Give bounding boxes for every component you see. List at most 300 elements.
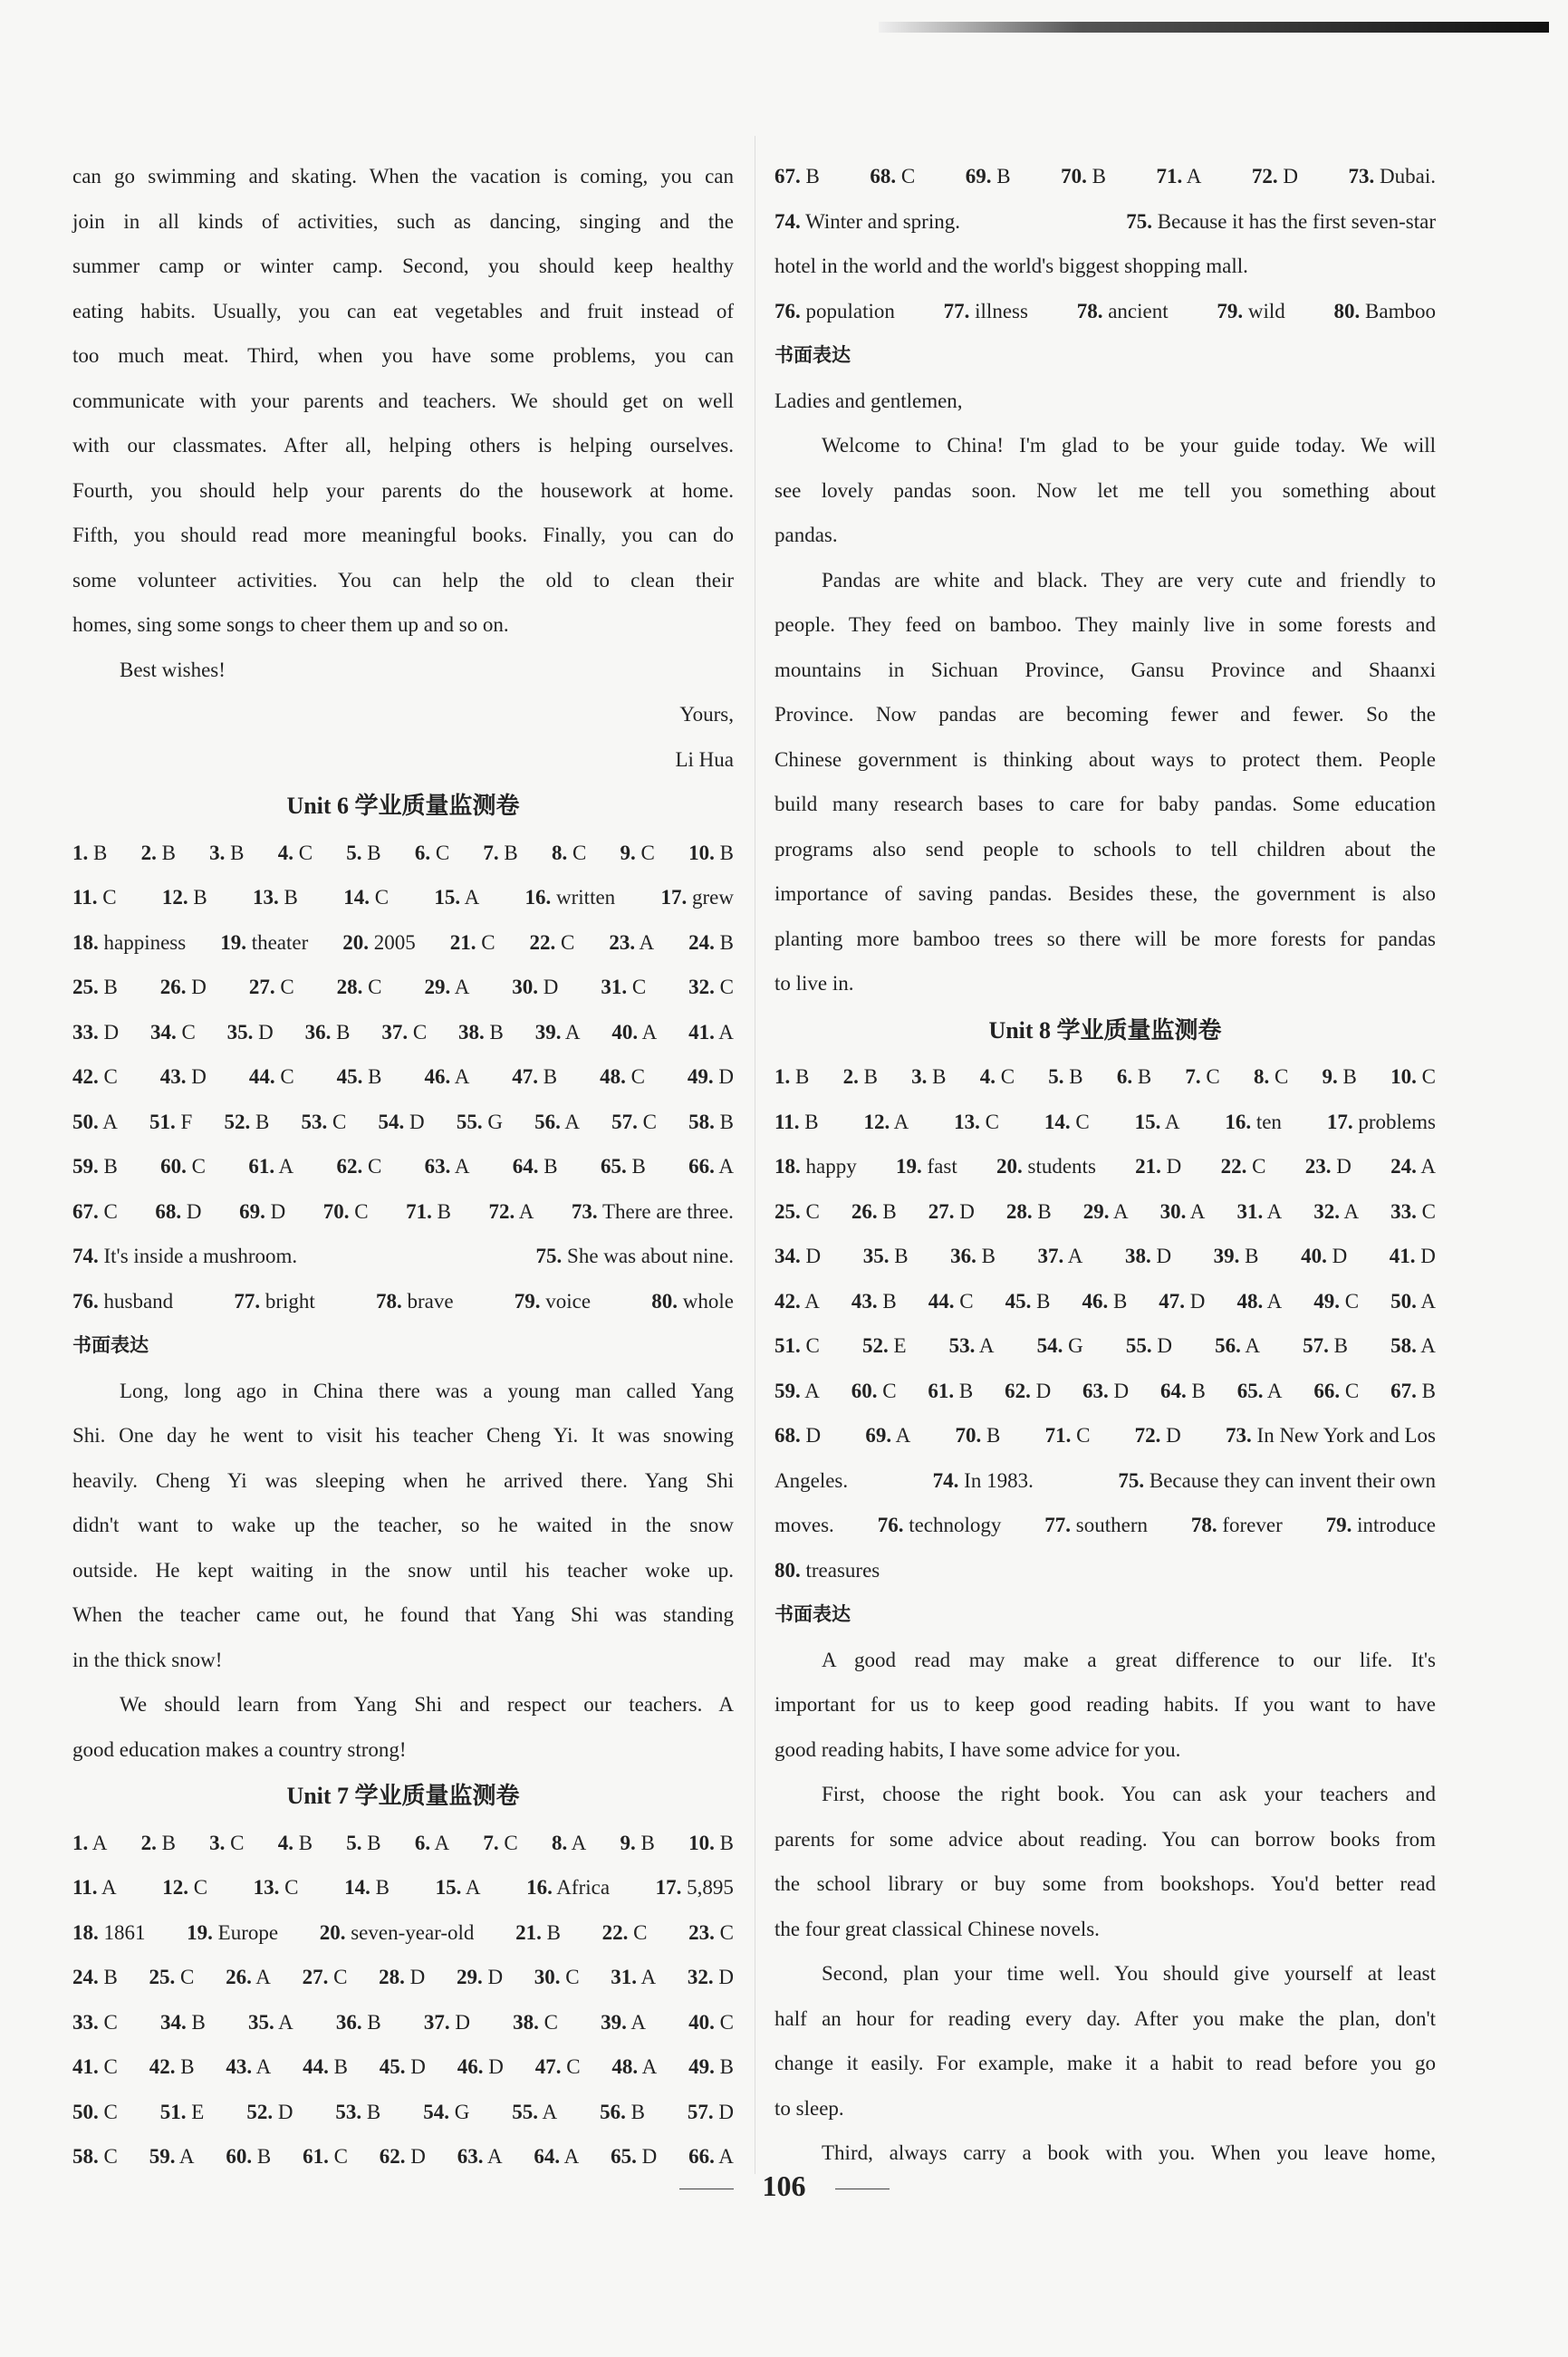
- answer-item: 44. B: [303, 2055, 348, 2078]
- answer-item: 79. wild: [1217, 299, 1285, 322]
- answer-item: 77. illness: [943, 299, 1028, 322]
- answer-number: 23.: [1304, 1155, 1332, 1178]
- answer-item: 72. D: [1251, 165, 1298, 188]
- answer-number: 3.: [209, 841, 226, 864]
- answer-number: 36.: [335, 2010, 362, 2034]
- answer-number: 72.: [488, 1199, 515, 1223]
- answer-item: 50. C: [72, 2100, 118, 2123]
- answer-number: 51.: [149, 1110, 176, 1133]
- answer-number: 44.: [248, 1065, 275, 1088]
- answer-number: 63.: [1082, 1379, 1109, 1402]
- answer-item: 15. A: [435, 1876, 481, 1899]
- answer-number: 49.: [1313, 1289, 1341, 1313]
- answer-item: 75. Because it has the first seven-star: [1126, 209, 1436, 233]
- text-line: When the teacher came out, he found that Yang Shi was standing: [72, 1603, 734, 1626]
- unit6-heading: Unit 6 学业质量监测卷: [286, 793, 520, 819]
- answer-item: 47. B: [512, 1065, 558, 1088]
- answer-number: 72.: [1251, 165, 1278, 188]
- text-line: build many research bases to care for baby pandas. Some education: [774, 793, 1436, 815]
- answer-number: 50.: [1390, 1289, 1417, 1313]
- answer-item: 25. B: [72, 976, 118, 998]
- answer-number: 55.: [456, 1110, 483, 1133]
- answer-number: 68.: [155, 1199, 182, 1223]
- answer-item: 39. B: [1213, 1245, 1259, 1267]
- answer-item: 41. A: [688, 1020, 734, 1044]
- unit6-answers: [72, 831, 734, 1324]
- text-line: Shi. One day he went to visit his teacher Cheng Yi. It was snowing: [72, 1424, 734, 1447]
- answer-item: 69. B: [965, 165, 1011, 188]
- answer-item: 64. B: [1160, 1379, 1206, 1402]
- answer-item: 11. C: [72, 886, 117, 909]
- answer-item: 20. seven-year-old: [319, 1920, 475, 1944]
- answer-row: [774, 1279, 1436, 1324]
- answer-number: 6.: [1116, 1065, 1133, 1088]
- answer-item: 51. C: [774, 1334, 820, 1357]
- answer-item: 23. C: [688, 1920, 734, 1944]
- text-line: the school library or buy some from bookshops. You'd better read: [774, 1872, 1436, 1895]
- answer-number: 16.: [1225, 1110, 1252, 1133]
- unit8-answers: [774, 1054, 1436, 1458]
- answer-number: 66.: [688, 1155, 715, 1178]
- unit6-essay: [72, 1369, 734, 1683]
- answer-item: 38. D: [1124, 1245, 1172, 1267]
- answer-row: [72, 831, 734, 876]
- answer-number: 9.: [620, 1831, 636, 1854]
- answer-number: 68.: [870, 165, 897, 188]
- answer-number: 54.: [378, 1110, 405, 1133]
- page-number-value: 106: [762, 2169, 806, 2202]
- answer-number: 75.: [535, 1245, 563, 1267]
- answer-item: 35. D: [226, 1020, 274, 1044]
- text-line: Chinese government is thinking about ways to protect them. People: [774, 747, 1436, 771]
- answer-row: [72, 1821, 734, 1866]
- answer-item: 35. B: [862, 1245, 909, 1267]
- answer-item: 46. D: [457, 2055, 504, 2078]
- answer-number: 14.: [344, 1876, 370, 1899]
- answer-item: 20. students: [996, 1155, 1096, 1178]
- answer-item: 12. C: [162, 1876, 208, 1899]
- answer-number: 24.: [72, 1966, 99, 1988]
- answer-number: 10.: [688, 841, 715, 864]
- answer-item: 39. A: [534, 1020, 581, 1044]
- answer-number: 34.: [159, 2010, 187, 2034]
- answer-row: [72, 1865, 734, 1910]
- answer-item: 79. introduce: [1325, 1514, 1436, 1536]
- answer-item: 62. D: [1005, 1379, 1052, 1402]
- text-line: summer camp or winter camp. Second, you should keep healthy: [72, 255, 734, 277]
- answer-item: 7. C: [1185, 1065, 1220, 1088]
- answer-item: 80. whole: [651, 1289, 734, 1313]
- answer-item: 31. A: [611, 1966, 657, 1988]
- answer-number: 66.: [688, 2145, 715, 2168]
- answer-number: 10.: [1390, 1065, 1417, 1088]
- answer-number: 45.: [1005, 1289, 1032, 1313]
- answer-item: 18. happiness: [72, 930, 187, 954]
- answer-number: 41.: [688, 1020, 715, 1044]
- answer-number: 41.: [1389, 1245, 1416, 1267]
- answer-number: 23.: [609, 930, 636, 954]
- answer-item: 45. B: [1005, 1289, 1051, 1313]
- speech-salutation: Ladies and gentlemen,: [774, 389, 963, 412]
- answer-row: [72, 920, 734, 966]
- answer-number: 54.: [1036, 1334, 1063, 1357]
- answer-item: 54. G: [423, 2100, 470, 2123]
- text-line: Third, always carry a book with you. When you leave home,: [822, 2141, 1436, 2164]
- answer-item: 73. In New York and Los: [1226, 1424, 1436, 1447]
- unit7-writing-label: 书面表达: [774, 344, 851, 366]
- answer-item: 54. G: [1036, 1334, 1083, 1357]
- answer-item: 67. B: [1390, 1379, 1436, 1402]
- text-line: A good read may make a great difference to our life. It's: [822, 1648, 1436, 1671]
- answer-item: 24. B: [688, 930, 734, 954]
- answer-item: 30. C: [534, 1966, 580, 1988]
- answer-item: 8. A: [551, 1831, 587, 1854]
- answer-item: 50. A: [72, 1110, 118, 1133]
- answer-item: 13. C: [253, 1876, 299, 1899]
- answer-item: 16. Africa: [526, 1876, 611, 1899]
- text-line: First, choose the right book. You can ask your teachers and: [822, 1783, 1436, 1805]
- answer-item: 51. F: [149, 1110, 193, 1133]
- answer-item: 24. B: [72, 1966, 118, 1988]
- answer-row: [774, 1144, 1436, 1189]
- answer-item: 4. C: [979, 1065, 1015, 1088]
- answer-item: 51. E: [159, 2100, 205, 2123]
- text-line: Fourth, you should help your parents do the housework at home.: [72, 478, 734, 502]
- answer-item: 43. A: [226, 2055, 272, 2078]
- text-line: good education makes a country strong!: [72, 1737, 407, 1761]
- top-decorative-bar: [879, 22, 1549, 33]
- answer-item: 38. C: [513, 2010, 558, 2034]
- answer-item: 57. C: [611, 1110, 657, 1133]
- answer-item: 12. B: [161, 886, 207, 909]
- answer-number: 28.: [336, 976, 363, 998]
- answer-item: 1. B: [774, 1065, 810, 1088]
- answer-item: 69. D: [239, 1199, 286, 1223]
- answer-number: 51.: [774, 1334, 801, 1357]
- answer-number: 63.: [424, 1155, 451, 1178]
- answer-item: 47. C: [534, 2055, 581, 2078]
- answer-item: 41. C: [72, 2055, 118, 2078]
- answer-item: 48. A: [1236, 1289, 1283, 1313]
- answer-item: 31. A: [1236, 1199, 1283, 1223]
- answer-number: 42.: [149, 2055, 176, 2078]
- answer-item: 10. B: [688, 841, 734, 864]
- answer-item: 16. ten: [1225, 1110, 1282, 1133]
- unit8-essay-p1: [774, 1638, 1436, 1773]
- answer-number: 5.: [346, 1831, 362, 1854]
- answer-number: 62.: [1005, 1379, 1031, 1402]
- answer-number: 18.: [72, 930, 99, 954]
- answer-number: 62.: [379, 2145, 406, 2168]
- answer-row: [72, 1100, 734, 1145]
- answer-number: 13.: [954, 1110, 980, 1133]
- answer-number: 46.: [424, 1065, 451, 1088]
- answer-item: 28. D: [379, 1966, 426, 1988]
- text-line: Second, plan your time well. You should give yourself at least: [822, 1962, 1436, 1985]
- answer-number: 48.: [600, 1065, 626, 1088]
- text-line: We should learn from Yang Shi and respect our teachers. A: [120, 1693, 734, 1716]
- answer-number: 10.: [688, 1831, 715, 1854]
- answer-item: 27. C: [248, 976, 294, 998]
- answer-item: 65. D: [611, 2145, 658, 2168]
- answer-item: 74. In 1983.: [932, 1468, 1034, 1492]
- answer-item: 49. B: [688, 2055, 734, 2078]
- answer-item: 68. D: [774, 1424, 822, 1447]
- answer-item: 29. D: [456, 1966, 504, 1988]
- answer-item: 59. B: [72, 1155, 118, 1178]
- answer-item: 40. C: [688, 2010, 734, 2034]
- answer-number: 76.: [72, 1289, 99, 1313]
- answer-number: 40.: [1301, 1245, 1327, 1267]
- left-column: [72, 154, 734, 2179]
- answer-number: 7.: [483, 1831, 499, 1854]
- answer-number: 74.: [932, 1468, 959, 1492]
- answer-item: 69. A: [865, 1424, 911, 1447]
- answer-item: 73. Dubai.: [1348, 165, 1436, 188]
- answer-item: 26. B: [851, 1199, 897, 1223]
- answer-number: 57.: [1303, 1334, 1329, 1357]
- answer-item: 23. D: [1304, 1155, 1352, 1178]
- answer-row: [774, 1323, 1436, 1369]
- answer-number: 55.: [1125, 1334, 1152, 1357]
- answer-number: 46.: [1082, 1289, 1109, 1313]
- answer-number: 39.: [601, 2010, 627, 2034]
- answer-number: 6.: [414, 841, 431, 864]
- answer-number: 45.: [379, 2055, 406, 2078]
- answer-number: 2.: [140, 841, 157, 864]
- answer-number: 2.: [842, 1065, 859, 1088]
- answer-row: [774, 289, 1436, 334]
- answer-number: 77.: [234, 1289, 261, 1313]
- answer-item: 46. A: [424, 1065, 470, 1088]
- text-line: in the thick snow!: [72, 1648, 223, 1671]
- answer-item: 47. D: [1159, 1289, 1206, 1313]
- answer-number: 41.: [72, 2055, 99, 2078]
- answer-item: 5. B: [1048, 1065, 1083, 1088]
- answer-number: 12.: [863, 1110, 890, 1133]
- answer-number: 71.: [1156, 165, 1183, 188]
- answer-item: 9. B: [620, 1831, 655, 1854]
- answer-item: 15. A: [1134, 1110, 1180, 1133]
- answer-number: 2.: [140, 1831, 157, 1854]
- answer-number: 23.: [688, 1920, 715, 1944]
- answer-item: 11. A: [72, 1876, 117, 1899]
- answer-item: 34. B: [159, 2010, 206, 2034]
- answer-number: 25.: [72, 976, 99, 998]
- answer-number: 53.: [335, 2100, 362, 2123]
- answer-number: 22.: [529, 930, 556, 954]
- answer-item: 19. theater: [220, 930, 309, 954]
- text-line: Province. Now pandas are becoming fewer and fewer. So the: [774, 703, 1436, 726]
- answer-item: 74. It's inside a mushroom.: [72, 1245, 298, 1267]
- text-line: programs also send people to schools to tell children about the: [774, 837, 1436, 861]
- answer-number: 18.: [72, 1920, 99, 1944]
- answer-number: 67.: [72, 1199, 99, 1223]
- answer-item: 71. C: [1044, 1424, 1091, 1447]
- answer-number: 52.: [246, 2100, 274, 2123]
- answer-item: 67. B: [774, 165, 820, 188]
- answer-number: 25.: [774, 1199, 801, 1223]
- answer-number: 74.: [774, 209, 801, 233]
- answer-number: 57.: [611, 1110, 638, 1133]
- answer-number: 9.: [1322, 1065, 1338, 1088]
- answer-number: 30.: [1159, 1199, 1187, 1223]
- answer-number: 53.: [948, 1334, 976, 1357]
- answer-number: 80.: [774, 1558, 801, 1582]
- answer-number: 31.: [611, 1966, 638, 1988]
- answer-number: 34.: [149, 1020, 177, 1044]
- answer-item: 75. Because they can invent their own: [1118, 1468, 1436, 1492]
- answer-number: 32.: [687, 1966, 714, 1988]
- answer-number: 26.: [159, 976, 187, 998]
- text-line: can go swimming and skating. When the vacation is coming, you can: [72, 165, 734, 188]
- answer-item: 27. C: [302, 1966, 348, 1988]
- answer-number: 42.: [72, 1065, 99, 1088]
- answer-item: 58. A: [1390, 1334, 1436, 1357]
- answer-item: 37. D: [423, 2010, 470, 2034]
- answer-item: 58. B: [688, 1110, 734, 1133]
- answer-item: 16. written: [524, 886, 616, 909]
- answer-row: [774, 1369, 1436, 1414]
- answer-item: 3. B: [209, 841, 245, 864]
- text-line: too much meat. Third, when you have some problems, you can: [72, 344, 734, 367]
- answer-item: 32. C: [688, 976, 734, 998]
- answer-number: 75.: [1126, 209, 1153, 233]
- answer-number: 5.: [1048, 1065, 1064, 1088]
- answer-number: 36.: [950, 1245, 976, 1267]
- answer-item: moves.: [774, 1514, 834, 1536]
- answer-item: 67. C: [72, 1199, 118, 1223]
- answer-item: 18. happy: [774, 1155, 857, 1178]
- answer-number: 57.: [687, 2100, 714, 2123]
- answer-item: 77. southern: [1044, 1514, 1148, 1536]
- right-column: [774, 154, 1436, 2176]
- text-line: homes, sing some songs to cheer them up and so on.: [72, 613, 509, 636]
- answer-number: 44.: [928, 1289, 955, 1313]
- answer-item: 22. C: [1220, 1155, 1266, 1178]
- answer-item: 25. C: [149, 1966, 195, 1988]
- answer-item: 6. B: [1116, 1065, 1152, 1088]
- answer-item: 55. A: [512, 2100, 558, 2123]
- answer-number: 73.: [1348, 165, 1375, 188]
- answer-number: 70.: [955, 1424, 982, 1447]
- answer-item: 60. C: [851, 1379, 897, 1402]
- answer-item: 43. B: [851, 1289, 897, 1313]
- answer-number: 28.: [1005, 1199, 1033, 1223]
- answer-item: 33. D: [72, 1020, 120, 1044]
- answer-number: 80.: [1333, 299, 1361, 322]
- answer-number: 60.: [851, 1379, 878, 1402]
- answer-row: [72, 1234, 734, 1279]
- answer-number: 58.: [688, 1110, 715, 1133]
- answer-item: 76. husband: [72, 1289, 174, 1313]
- answer-number: 68.: [774, 1424, 801, 1447]
- answer-number: 42.: [774, 1289, 801, 1313]
- answer-item: 1. A: [72, 1831, 108, 1854]
- answer-item: 23. A: [609, 930, 655, 954]
- answer-item: 61. B: [928, 1379, 974, 1402]
- answer-item: 42. C: [72, 1065, 118, 1088]
- answer-item: 22. C: [529, 930, 575, 954]
- answer-number: 74.: [72, 1245, 99, 1267]
- answer-item: 37. A: [1037, 1245, 1083, 1267]
- answer-item: 21. D: [1135, 1155, 1182, 1178]
- answer-item: 55. G: [456, 1110, 503, 1133]
- answer-number: 43.: [851, 1289, 878, 1313]
- answer-number: 32.: [1313, 1199, 1341, 1223]
- answer-item: 71. B: [406, 1199, 451, 1223]
- speech-paragraph-2: [774, 558, 1436, 1006]
- answer-number: 8.: [1253, 1065, 1270, 1088]
- answer-row: [72, 1279, 734, 1324]
- answer-item: 25. C: [774, 1199, 820, 1223]
- answer-number: 21.: [449, 930, 476, 954]
- answer-number: 59.: [72, 1155, 99, 1178]
- answer-row: [774, 1413, 1436, 1458]
- answer-number: 43.: [226, 2055, 253, 2078]
- answer-item: 78. brave: [376, 1289, 454, 1313]
- answer-number: 19.: [896, 1155, 922, 1178]
- text-line: pandas.: [774, 524, 838, 546]
- answer-number: 9.: [620, 841, 636, 864]
- answer-number: 49.: [687, 1065, 714, 1088]
- answer-item: 53. C: [301, 1110, 347, 1133]
- text-line: to live in.: [774, 972, 854, 995]
- answer-item: 36. B: [335, 2010, 381, 2034]
- answer-item: 17. grew: [660, 886, 734, 909]
- text-line: communicate with your parents and teachers. We should get on well: [72, 389, 734, 412]
- answer-item: 72. D: [1134, 1424, 1181, 1447]
- answer-number: 52.: [861, 1334, 889, 1357]
- answer-item: 27. D: [928, 1199, 975, 1223]
- answer-row: [774, 154, 1436, 199]
- text-line: to sleep.: [774, 2096, 844, 2120]
- unit8-essay-p3: [774, 1951, 1436, 2131]
- answer-number: 12.: [161, 886, 188, 909]
- answer-number: 43.: [159, 1065, 187, 1088]
- answer-number: 62.: [336, 1155, 363, 1178]
- answer-row: [72, 2000, 734, 2045]
- answer-item: 49. C: [1313, 1289, 1360, 1313]
- answer-number: 39.: [534, 1020, 562, 1044]
- answer-number: 24.: [1390, 1155, 1417, 1178]
- answer-number: 16.: [526, 1876, 553, 1899]
- answer-item: 63. D: [1082, 1379, 1130, 1402]
- answer-number: 61.: [303, 2145, 329, 2168]
- answer-item: 3. B: [911, 1065, 947, 1088]
- answer-number: 15.: [435, 1876, 462, 1899]
- answer-number: 36.: [304, 1020, 332, 1044]
- answer-number: 78.: [1076, 299, 1103, 322]
- answer-item: 13. B: [253, 886, 298, 909]
- answer-item: 40. A: [611, 1020, 658, 1044]
- answer-item: 21. C: [449, 930, 495, 954]
- answer-item: 5. B: [346, 1831, 381, 1854]
- answer-item: 66. A: [688, 1155, 734, 1178]
- answer-number: 16.: [524, 886, 552, 909]
- answer-number: 75.: [1118, 1468, 1145, 1492]
- answer-number: 8.: [551, 841, 568, 864]
- answer-item: 7. C: [483, 1831, 518, 1854]
- answer-item: 33. C: [72, 2010, 118, 2034]
- answer-number: 61.: [248, 1155, 275, 1178]
- answer-item: 21. B: [515, 1920, 561, 1944]
- answer-item: 77. bright: [234, 1289, 315, 1313]
- answer-number: 63.: [457, 2145, 484, 2168]
- answer-number: 56.: [534, 1110, 561, 1133]
- answer-number: 31.: [601, 976, 628, 998]
- text-line: important for us to keep good reading habits. If you want to have: [774, 1693, 1436, 1716]
